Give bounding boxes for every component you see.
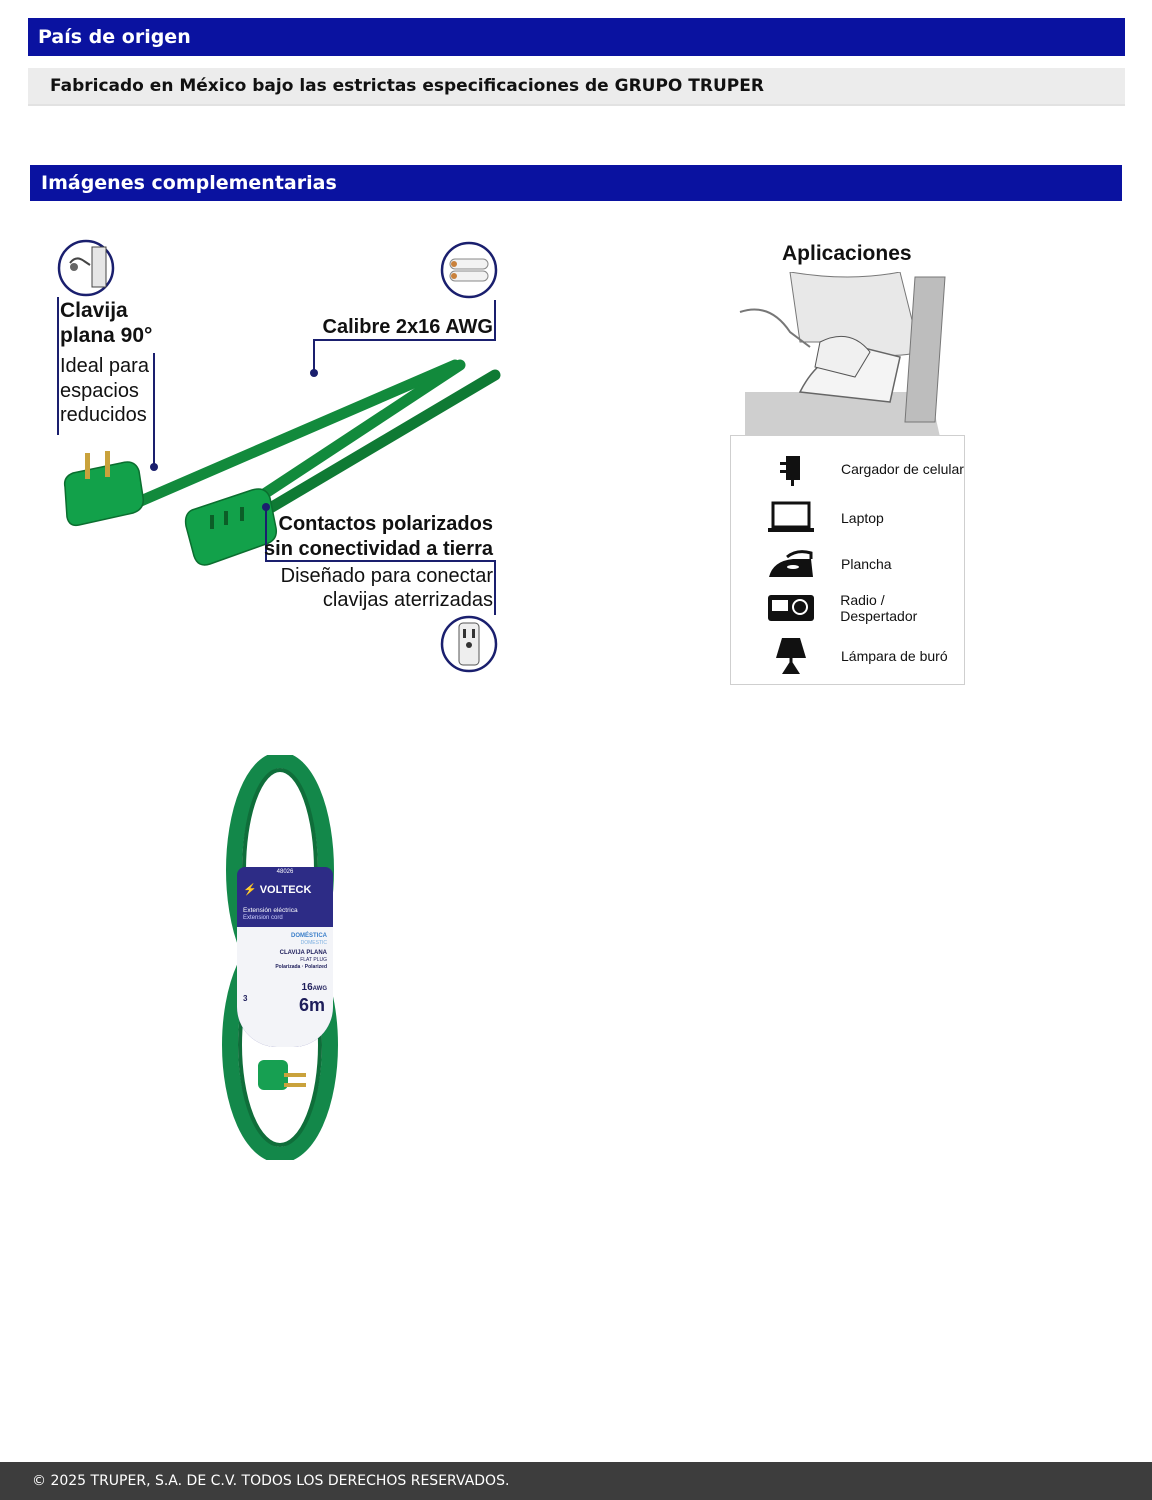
- package-gauge: [302, 982, 327, 993]
- contacts-title-line1: Contactos polarizados: [278, 513, 493, 535]
- application-item: [761, 638, 948, 674]
- package-brand-name: VOLTECK: [259, 883, 312, 896]
- wall-plug-icon: [59, 241, 113, 295]
- package-category-en: DOMESTIC: [300, 940, 327, 946]
- application-item: [761, 546, 892, 582]
- package-product-es: Extensión eléctrica: [243, 907, 298, 914]
- packaged-product-image: [220, 755, 340, 1160]
- application-item: [761, 590, 964, 626]
- application-item: [761, 451, 964, 487]
- application-label: Plancha: [841, 556, 892, 572]
- wire-gauge-icon: [442, 243, 496, 297]
- images-header-title: Imágenes complementarias: [41, 172, 337, 194]
- package-length: 6m: [298, 995, 325, 1015]
- application-label: Radio / Despertador: [840, 592, 918, 624]
- applications-title: Aplicaciones: [782, 242, 912, 265]
- application-label: Laptop: [841, 510, 884, 526]
- origin-header-title: País de origen: [38, 26, 191, 48]
- plug-title-line2: plana 90°: [60, 324, 153, 347]
- package-label: [237, 867, 333, 1047]
- contacts-title-line2: sin conectividad a tierra: [264, 538, 493, 560]
- package-gauge-unit: AWG: [312, 986, 327, 992]
- package-code: 48026: [276, 869, 294, 875]
- plug-title-line1: Clavija: [60, 299, 128, 322]
- footer-copyright: © 2025 TRUPER, S.A. DE C.V. TODOS LOS DERECHOS RESERVADOS.: [32, 1473, 510, 1489]
- origin-text-box: [28, 68, 1125, 106]
- cord-illustration: [50, 225, 520, 685]
- package-white-panel: [237, 927, 333, 1047]
- origin-section-header: [28, 18, 1125, 56]
- applications-panel: [730, 240, 965, 685]
- package-plug-en: FLAT PLUG: [300, 957, 327, 963]
- package-polarized: Polarizada · Polarized: [275, 964, 327, 970]
- application-label: Cargador de celular: [841, 461, 964, 477]
- grounded-outlet-icon: [442, 617, 496, 671]
- plug-desc-line2: espacios: [60, 380, 139, 402]
- package-category: DOMÉSTICA: [291, 933, 327, 939]
- application-label: Lámpara de buró: [841, 648, 948, 664]
- contacts-desc-line1: Diseñado para conectar: [280, 565, 493, 587]
- volteck-logo-icon: ⚡: [243, 884, 257, 896]
- package-contacts: 3: [243, 994, 248, 1003]
- application-item: [761, 500, 884, 536]
- package-product-en: Extension cord: [243, 915, 283, 921]
- laptop-icon: [761, 500, 821, 536]
- package-plug: CLAVIJA PLANA: [279, 950, 327, 956]
- page-footer: [0, 1462, 1152, 1500]
- contacts-desc-line2: clavijas aterrizadas: [322, 589, 493, 611]
- feature-diagram: [50, 225, 520, 685]
- phone-charger-icon: [761, 451, 821, 487]
- plug-desc-line3: reducidos: [60, 404, 147, 426]
- origin-text: Fabricado en México bajo las estrictas especificaciones de GRUPO TRUPER: [50, 76, 764, 96]
- images-section-header: [30, 165, 1122, 201]
- plug-desc-line1: Ideal para: [60, 355, 149, 377]
- lamp-icon: [761, 638, 821, 674]
- package-gauge-value: 16: [301, 982, 313, 993]
- package-brand: [243, 883, 311, 896]
- radio-clock-icon: [761, 590, 820, 626]
- gauge-label: Calibre 2x16 AWG: [322, 316, 493, 338]
- iron-icon: [761, 546, 821, 582]
- applications-list: [730, 435, 965, 685]
